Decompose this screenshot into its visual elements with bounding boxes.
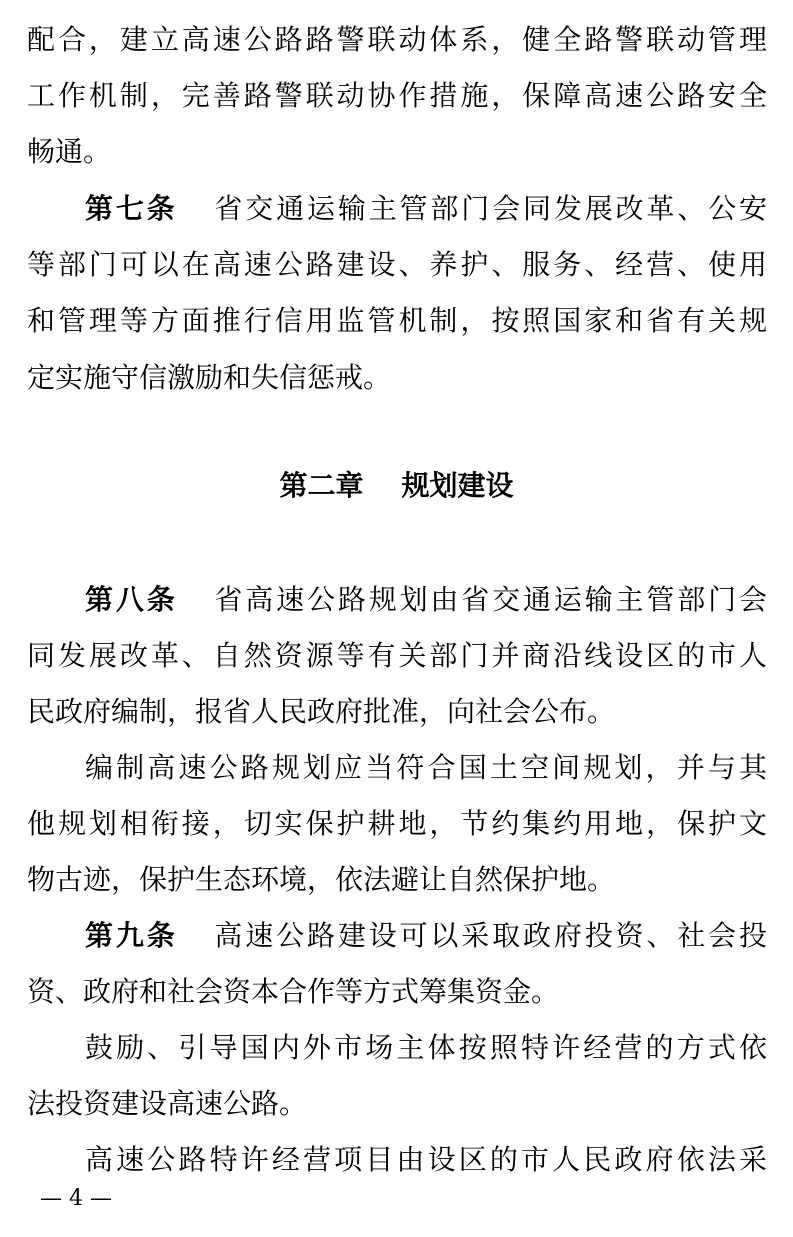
article-9-label: 第九条 [85, 919, 178, 952]
article-8-line [85, 580, 767, 620]
article-8-text: 省高速公路规划由省交通运输主管部门会 [211, 583, 767, 616]
text-line: 定实施守信激励和失信惩戒。 [27, 361, 392, 394]
article-8-label: 第八条 [85, 583, 178, 616]
text-line: 等部门可以在高速公路建设、养护、服务、经营、使用 [27, 248, 767, 281]
article-7-label: 第七条 [85, 192, 178, 225]
text-line: 他规划相衔接，切实保护耕地，节约集约用地，保护文 [27, 807, 767, 840]
article-9-line [85, 916, 767, 956]
text-line: 配合，建立高速公路路警联动体系，健全路警联动管理 [27, 23, 767, 56]
chapter-title: 规划建设 [401, 469, 514, 502]
text-line: 法投资建设高速公路。 [27, 1087, 308, 1120]
text-line: 畅通。 [27, 135, 112, 168]
text-line: 物古迹，保护生态环境，依法避让自然保护地。 [27, 863, 616, 896]
chapter-number: 第二章 [279, 469, 364, 502]
text-line: 民政府编制，报省人民政府批准，向社会公布。 [27, 695, 616, 728]
article-9-text: 高速公路建设可以采取政府投资、社会投 [211, 919, 767, 952]
text-line: 工作机制，完善路警联动协作措施，保障高速公路安全 [27, 79, 767, 112]
chapter-heading [0, 466, 793, 506]
text-line: 同发展改革、自然资源等有关部门并商沿线设区的市人 [27, 639, 767, 672]
text-line: 鼓励、引导国内外市场主体按照特许经营的方式依 [85, 1031, 767, 1064]
page-number: — 4 — [40, 1186, 112, 1211]
article-7-line [85, 189, 767, 229]
text-line: 编制高速公路规划应当符合国土空间规划，并与其 [85, 751, 767, 784]
text-line: 资、政府和社会资本合作等方式筹集资金。 [27, 975, 560, 1008]
text-line: 高速公路特许经营项目由设区的市人民政府依法采 [85, 1143, 767, 1176]
article-7-text: 省交通运输主管部门会同发展改革、公安 [211, 192, 767, 225]
text-line: 和管理等方面推行信用监管机制，按照国家和省有关规 [27, 304, 767, 337]
